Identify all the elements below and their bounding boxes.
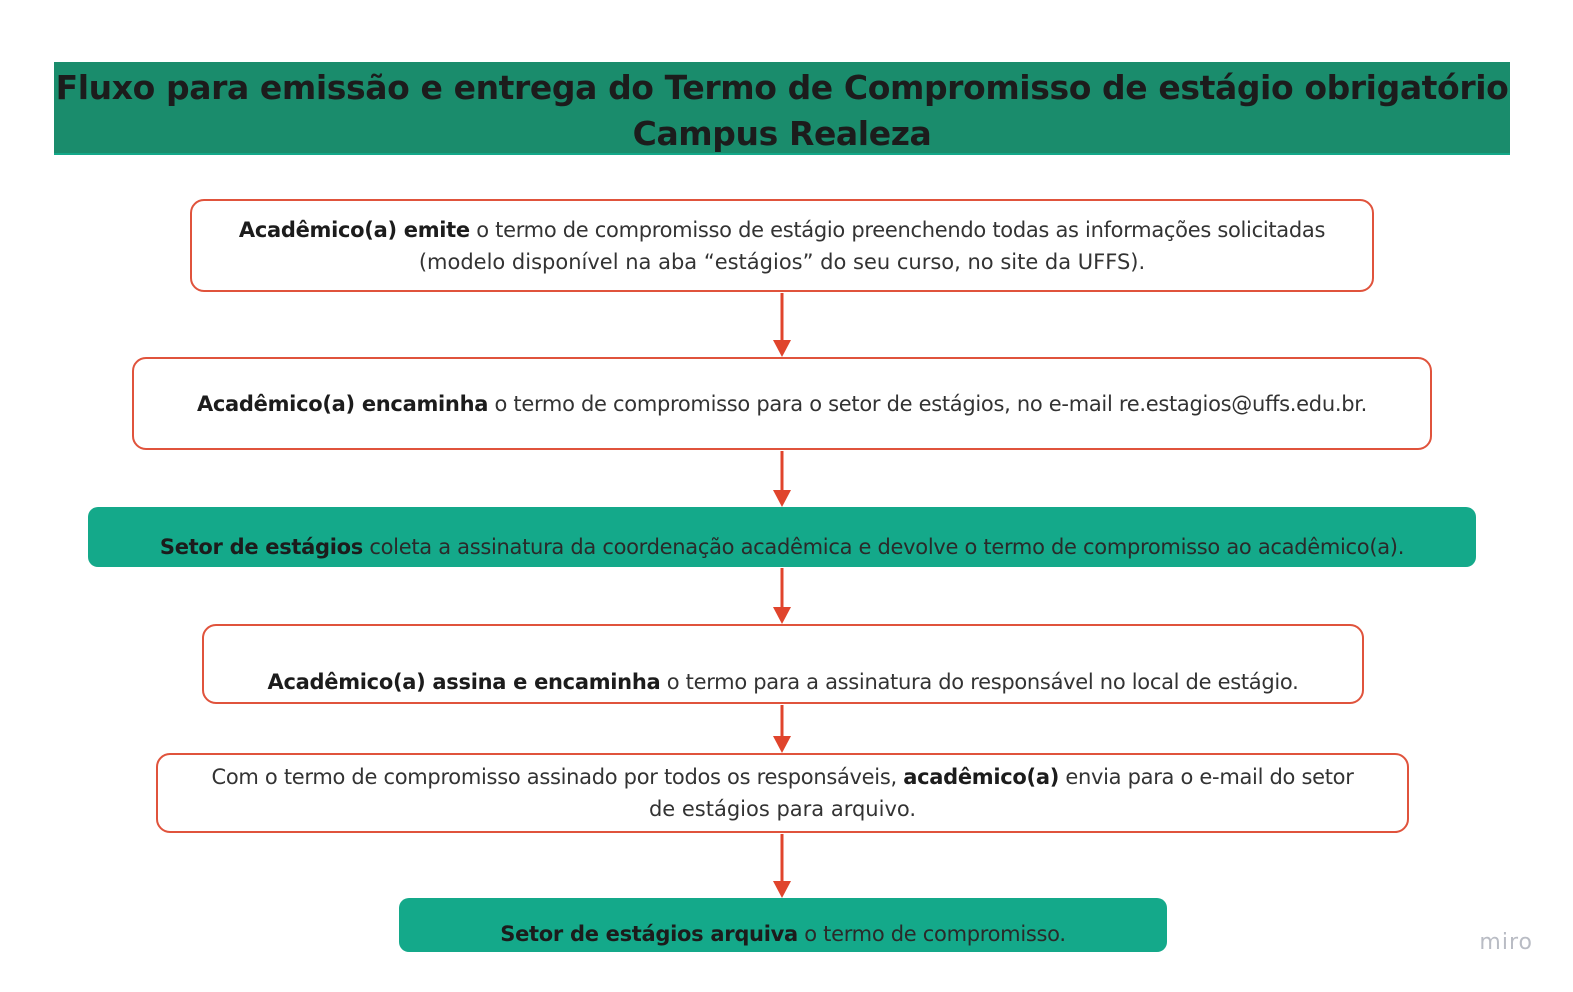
step-1-bold: Acadêmico(a) emite	[238, 217, 470, 242]
step-6-bold: Setor de estágios arquiva	[500, 922, 798, 946]
arrow-2-3	[773, 451, 791, 507]
title-line-1: Fluxo para emissão e entrega do Termo de Compromisso de estágio obrigatório	[55, 68, 1509, 107]
step-3-bold: Setor de estágios	[159, 535, 364, 559]
miro-watermark: miro	[1479, 930, 1533, 955]
step-6-text: o termo de compromisso.	[797, 922, 1066, 946]
step-4-bold: Acadêmico(a) assina e encaminha	[267, 670, 661, 694]
step-2-bold: Acadêmico(a) encaminha	[196, 391, 489, 416]
arrow-1-2	[773, 293, 791, 357]
step-5-text: envia para o e-mail do setor	[1059, 765, 1354, 789]
step-5-pre: Com o termo de compromisso assinado por todos os responsáveis,	[211, 765, 904, 789]
step-5-text-2: de estágios para arquivo.	[648, 797, 917, 821]
title-line-2: Campus Realeza	[632, 114, 932, 153]
arrow-3-4	[773, 568, 791, 624]
step-1-text-2: (modelo disponível na aba “estágios” do seu curso, no site da UFFS).	[418, 249, 1146, 274]
step-5-bold: acadêmico(a)	[903, 765, 1060, 789]
step-3-text: coleta a assinatura da coordenação acadêmica e devolve o termo de compromisso ao acadêmico(a).	[363, 535, 1405, 559]
arrow-4-5	[773, 705, 791, 753]
step-4-text: o termo para a assinatura do responsável no local de estágio.	[660, 670, 1299, 694]
step-1-text: o termo de compromisso de estágio preenchendo todas as informações solicitadas	[469, 217, 1326, 242]
step-2-text: o termo de compromisso para o setor de estágios, no e-mail re.estagios@uffs.edu.br.	[488, 391, 1368, 416]
arrow-5-6	[773, 834, 791, 898]
